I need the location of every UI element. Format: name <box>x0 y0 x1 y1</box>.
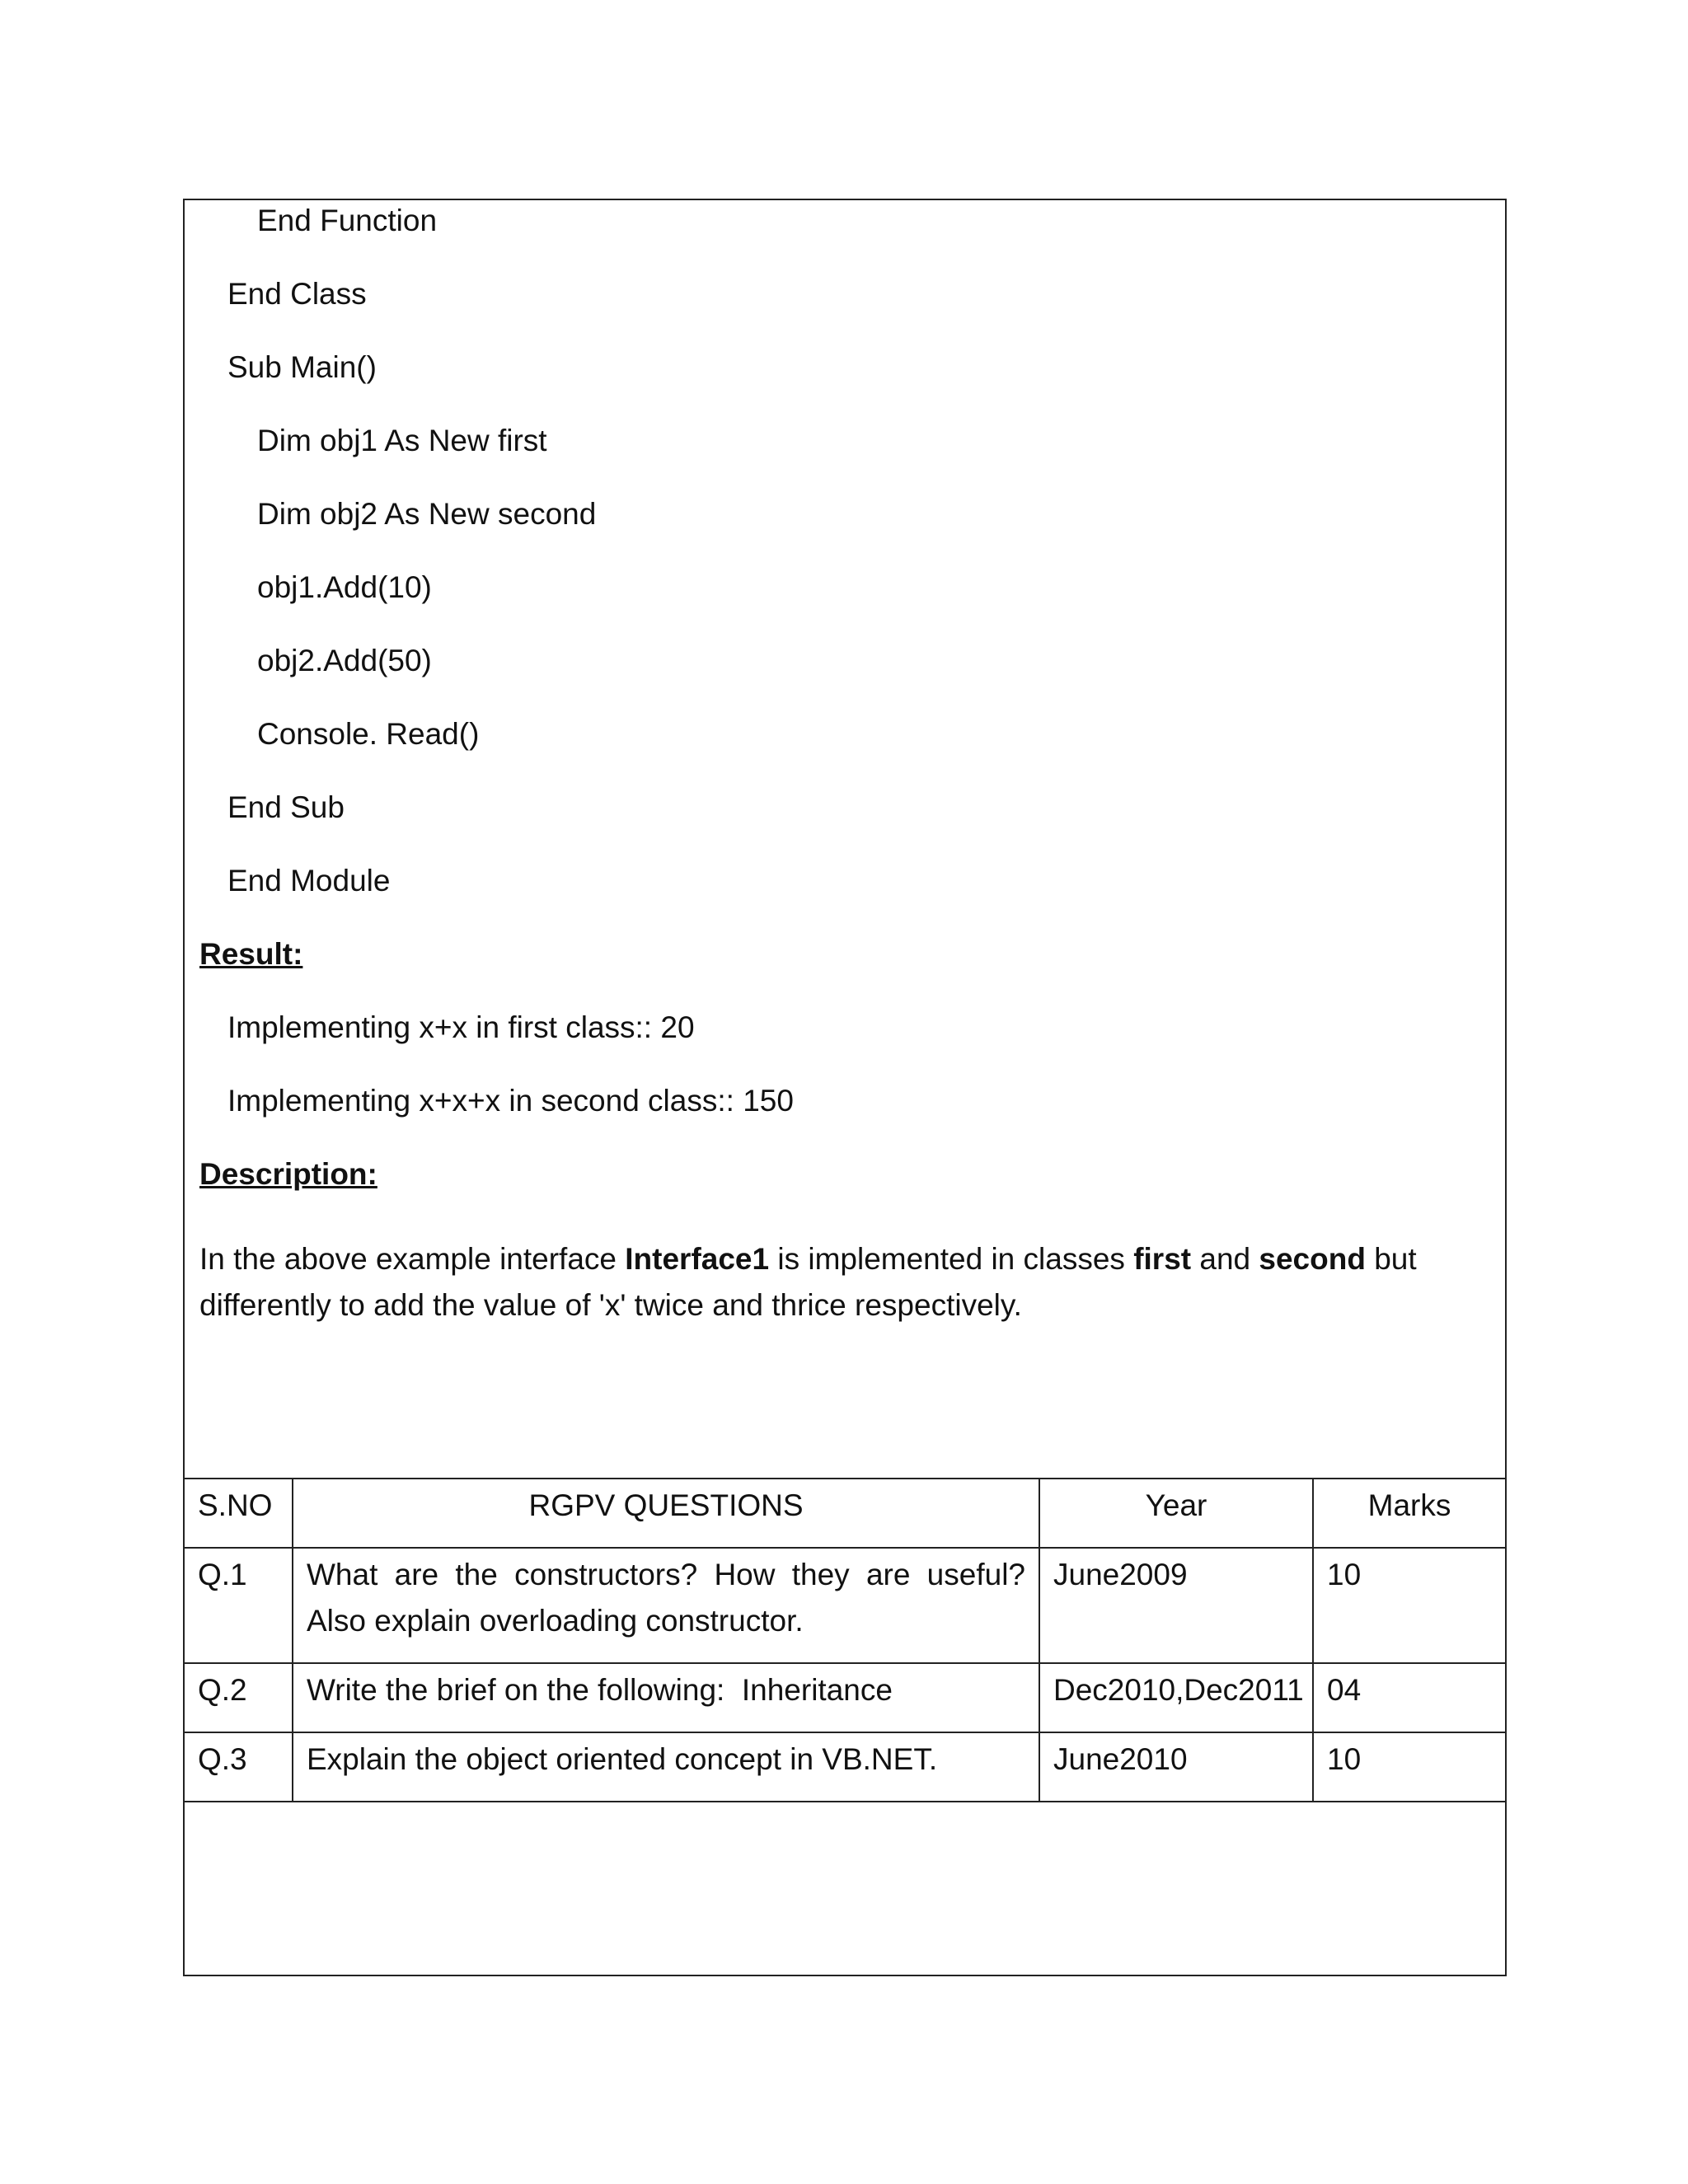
cell-question: Write the brief on the following: Inheritance <box>293 1663 1039 1732</box>
result-heading: Result: <box>199 937 303 971</box>
code-line: Dim obj1 As New first <box>257 424 547 457</box>
description-class-second: second <box>1259 1242 1366 1276</box>
table-row <box>185 1548 1505 1663</box>
header-sno: S.NO <box>185 1479 293 1548</box>
cell-marks: 10 <box>1313 1548 1505 1663</box>
description-paragraph <box>199 1236 1469 1329</box>
description-text: is implemented in classes <box>769 1242 1134 1276</box>
cell-marks: 04 <box>1313 1663 1505 1732</box>
code-line: End Class <box>227 277 367 311</box>
rgpv-questions-table <box>185 1478 1505 1802</box>
code-line: obj1.Add(10) <box>257 570 432 604</box>
description-text: and <box>1191 1242 1259 1276</box>
cell-question: Explain the object oriented concept in VB.NET. <box>293 1732 1039 1802</box>
code-line: End Function <box>257 204 438 237</box>
header-year: Year <box>1039 1479 1313 1548</box>
code-line: obj2.Add(50) <box>257 644 432 677</box>
result-line: Implementing x+x in first class:: 20 <box>227 1010 695 1044</box>
description-text: In the above example interface <box>199 1242 626 1276</box>
table-row <box>185 1732 1505 1802</box>
cell-year: June2009 <box>1039 1548 1313 1663</box>
cell-sno: Q.1 <box>185 1548 293 1663</box>
cell-sno: Q.2 <box>185 1663 293 1732</box>
description-class-first: first <box>1133 1242 1192 1276</box>
cell-year: Dec2010,Dec2011 <box>1039 1663 1313 1732</box>
code-line: Sub Main() <box>227 350 377 384</box>
cell-marks: 10 <box>1313 1732 1505 1802</box>
description-heading: Description: <box>199 1157 377 1191</box>
table-header-row <box>185 1479 1505 1548</box>
description-interface-name: Interface1 <box>625 1242 770 1276</box>
code-line: End Module <box>227 864 391 898</box>
table-row <box>185 1663 1505 1732</box>
cell-year: June2010 <box>1039 1732 1313 1802</box>
cell-sno: Q.3 <box>185 1732 293 1802</box>
code-line: Console. Read() <box>257 717 480 751</box>
code-line: Dim obj2 As New second <box>257 497 597 531</box>
document-frame <box>183 199 1507 1976</box>
header-marks: Marks <box>1313 1479 1505 1548</box>
cell-question: What are the constructors? How they are useful? Also explain overloading constructor. <box>293 1548 1039 1663</box>
code-line: End Sub <box>227 790 345 824</box>
header-questions: RGPV QUESTIONS <box>293 1479 1039 1548</box>
description-text: but differently to add the value of 'x' twice and thrice respectively. <box>199 1242 1417 1322</box>
result-line: Implementing x+x+x in second class:: 150 <box>227 1084 794 1118</box>
